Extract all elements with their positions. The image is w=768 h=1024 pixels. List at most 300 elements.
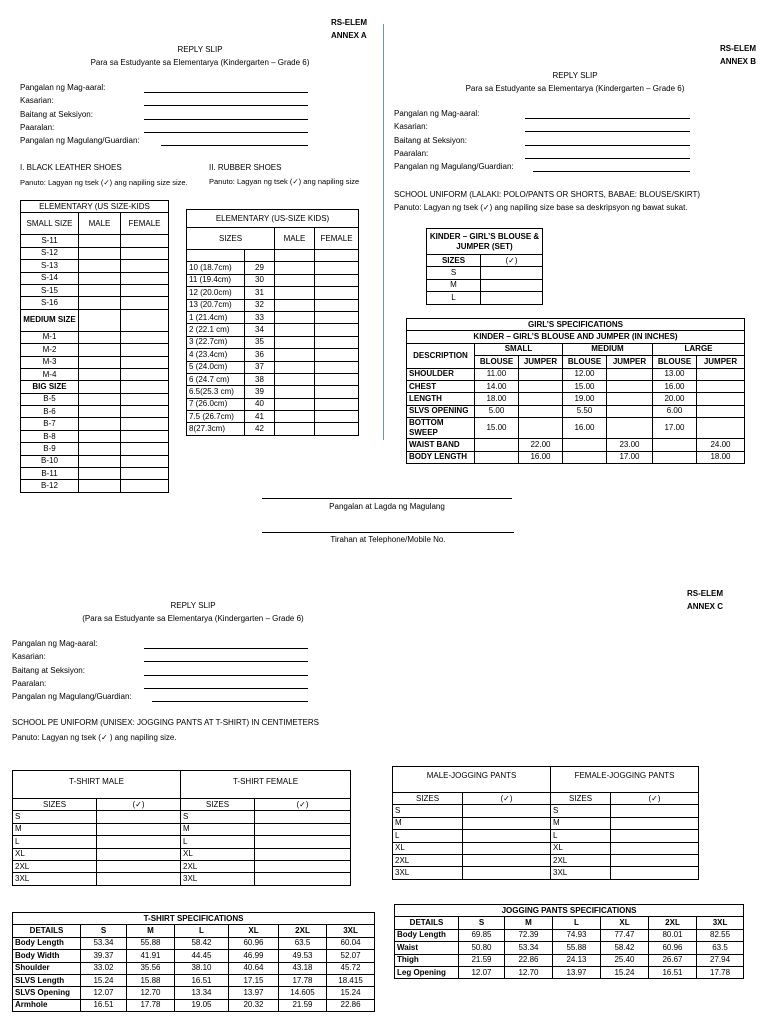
spec-value: 16.51 bbox=[649, 966, 697, 978]
check-cell[interactable] bbox=[611, 805, 699, 817]
male-check-cell[interactable] bbox=[275, 349, 315, 361]
kinder-check-cell[interactable] bbox=[481, 292, 543, 304]
check-cell[interactable] bbox=[611, 830, 699, 842]
spec-value: 19.05 bbox=[175, 999, 229, 1011]
table-row bbox=[393, 842, 699, 854]
check-cell[interactable] bbox=[611, 867, 699, 879]
table-row bbox=[395, 966, 744, 978]
annex-a-label: ANNEX A bbox=[331, 31, 367, 40]
spec-value: 38.10 bbox=[175, 962, 229, 974]
annex-c-title: REPLY SLIP bbox=[170, 601, 216, 610]
male-check-cell[interactable] bbox=[79, 247, 121, 259]
jogging-female-col-check: (✓) bbox=[611, 793, 699, 805]
girls-sub-blouse: BLOUSE bbox=[563, 356, 607, 368]
shoe-size: S-13 bbox=[21, 260, 79, 272]
spec-value: 24.13 bbox=[553, 954, 601, 966]
field-input-line[interactable] bbox=[525, 118, 690, 119]
spec-value: 16.00 bbox=[519, 451, 563, 463]
shoe-size: S-14 bbox=[21, 272, 79, 284]
pe-uniform-heading: SCHOOL PE UNIFORM (UNISEX: JOGGING PANTS AT T-SHIRT) IN CENTIMETERS bbox=[12, 718, 319, 727]
girls-sub-blouse: BLOUSE bbox=[475, 356, 519, 368]
size-label: 3XL bbox=[13, 873, 97, 885]
check-cell[interactable] bbox=[463, 842, 551, 854]
size-label: XL bbox=[551, 842, 611, 854]
spec-value: 5.50 bbox=[563, 405, 607, 417]
female-check-cell[interactable] bbox=[121, 443, 169, 455]
rubber-size: 5 (24.0cm) bbox=[187, 361, 245, 373]
table-row bbox=[187, 324, 359, 336]
size-label: XL bbox=[393, 842, 463, 854]
female-check-cell[interactable] bbox=[121, 331, 169, 343]
girls-sub-jumper: JUMPER bbox=[697, 356, 745, 368]
female-check-cell[interactable] bbox=[315, 336, 359, 348]
spec-detail: Body Length bbox=[13, 937, 81, 949]
table-row bbox=[187, 287, 359, 299]
rubber-eu-size: 35 bbox=[245, 336, 275, 348]
rubber-eu-size: 41 bbox=[245, 411, 275, 423]
table-row bbox=[407, 380, 745, 392]
female-check-cell[interactable] bbox=[315, 262, 359, 274]
rubber-size: 6.5(25.3 cm) bbox=[187, 386, 245, 398]
spec-value: 60.04 bbox=[327, 937, 375, 949]
size-label: S bbox=[181, 811, 255, 823]
column-header: L bbox=[553, 917, 601, 929]
spec-value bbox=[697, 405, 745, 417]
table-row bbox=[187, 423, 359, 435]
size-label: M bbox=[551, 817, 611, 829]
check-cell[interactable] bbox=[463, 805, 551, 817]
check-cell[interactable] bbox=[255, 836, 351, 848]
check-cell[interactable] bbox=[463, 817, 551, 829]
female-check-cell[interactable] bbox=[121, 418, 169, 430]
field-input-line[interactable] bbox=[144, 92, 308, 93]
table-row bbox=[13, 950, 375, 962]
table-row bbox=[13, 937, 375, 949]
table-row bbox=[395, 942, 744, 954]
check-cell[interactable] bbox=[463, 830, 551, 842]
spec-value: 12.70 bbox=[505, 966, 553, 978]
jogging-female-col-sizes: SIZES bbox=[551, 793, 611, 805]
rubber-eu-size: 40 bbox=[245, 398, 275, 410]
male-check-cell[interactable] bbox=[79, 468, 121, 480]
rubber-col-male: MALE bbox=[275, 228, 315, 250]
spec-value: 18.00 bbox=[697, 451, 745, 463]
table-row bbox=[13, 873, 351, 885]
female-check-cell[interactable] bbox=[121, 455, 169, 467]
female-check-cell[interactable] bbox=[121, 356, 169, 368]
male-check-cell[interactable] bbox=[275, 274, 315, 286]
spec-value: 13.97 bbox=[229, 987, 279, 999]
table-row bbox=[21, 247, 169, 259]
spec-value: 53.34 bbox=[505, 942, 553, 954]
field-input-line[interactable] bbox=[161, 145, 308, 146]
girls-group-large: LARGE bbox=[653, 343, 745, 355]
rubber-size: 11 (19.4cm) bbox=[187, 274, 245, 286]
male-check-cell[interactable] bbox=[79, 331, 121, 343]
female-check-cell[interactable] bbox=[121, 260, 169, 272]
size-label: 2XL bbox=[393, 854, 463, 866]
female-check-cell[interactable] bbox=[121, 284, 169, 296]
field-input-line[interactable] bbox=[144, 675, 308, 676]
field-label: Paaralan: bbox=[12, 678, 47, 688]
field-label: Pangalan ng Mag-aaral: bbox=[394, 109, 480, 118]
spec-value: 17.00 bbox=[607, 451, 653, 463]
male-check-cell[interactable] bbox=[275, 311, 315, 323]
rubber-eu-size: 38 bbox=[245, 373, 275, 385]
field-input-line[interactable] bbox=[525, 158, 690, 159]
kinder-col-sizes: SIZES bbox=[427, 255, 481, 267]
leather-col-female: FEMALE bbox=[121, 213, 169, 235]
table-row bbox=[187, 386, 359, 398]
table-row bbox=[21, 468, 169, 480]
spec-value: 40.64 bbox=[229, 962, 279, 974]
spec-description: WAIST BAND bbox=[407, 439, 475, 451]
tshirt-specs-title: T-SHIRT SPECIFICATIONS bbox=[13, 913, 375, 925]
spec-value bbox=[519, 380, 563, 392]
rubber-shoes-table bbox=[186, 209, 359, 436]
female-check-cell[interactable] bbox=[121, 309, 169, 331]
table-row bbox=[407, 439, 745, 451]
table-header-row bbox=[13, 925, 375, 937]
female-check-cell[interactable] bbox=[315, 423, 359, 435]
table-row bbox=[187, 373, 359, 385]
spec-value: 12.00 bbox=[563, 368, 607, 380]
male-check-cell[interactable] bbox=[275, 386, 315, 398]
female-check-cell[interactable] bbox=[315, 274, 359, 286]
rubber-eu-size: 31 bbox=[245, 287, 275, 299]
female-check-cell[interactable] bbox=[121, 368, 169, 380]
uniform-heading: SCHOOL UNIFORM (LALAKI: POLO/PANTS OR SHORTS, BABAE: BLOUSE/SKIRT) bbox=[394, 190, 700, 199]
spec-value: 12.07 bbox=[459, 966, 505, 978]
spec-value: 69.85 bbox=[459, 929, 505, 941]
check-cell[interactable] bbox=[255, 848, 351, 860]
check-cell[interactable] bbox=[255, 811, 351, 823]
female-check-cell[interactable] bbox=[315, 361, 359, 373]
table-row bbox=[21, 284, 169, 296]
male-check-cell[interactable] bbox=[275, 287, 315, 299]
field-input-line[interactable] bbox=[144, 119, 308, 120]
female-check-cell[interactable] bbox=[315, 386, 359, 398]
check-cell[interactable] bbox=[97, 836, 181, 848]
table-row bbox=[21, 480, 169, 492]
check-cell[interactable] bbox=[611, 842, 699, 854]
spec-value bbox=[475, 451, 519, 463]
spec-value bbox=[697, 380, 745, 392]
spec-value: 15.00 bbox=[563, 380, 607, 392]
male-check-cell[interactable] bbox=[275, 361, 315, 373]
jogging-specs-title: JOGGING PANTS SPECIFICATIONS bbox=[395, 905, 744, 917]
spec-value: 82.55 bbox=[697, 929, 744, 941]
field-input-line[interactable] bbox=[525, 145, 690, 146]
table-row bbox=[393, 817, 699, 829]
male-check-cell[interactable] bbox=[79, 284, 121, 296]
size-label: 2XL bbox=[551, 854, 611, 866]
table-row bbox=[13, 999, 375, 1011]
column-header: DETAILS bbox=[13, 925, 81, 937]
female-check-cell[interactable] bbox=[315, 373, 359, 385]
column-header: 3XL bbox=[697, 917, 744, 929]
shoe-size: B-6 bbox=[21, 406, 79, 418]
field-input-line[interactable] bbox=[533, 171, 690, 172]
male-check-cell[interactable] bbox=[275, 423, 315, 435]
spec-value: 16.51 bbox=[81, 999, 127, 1011]
column-header: DETAILS bbox=[395, 917, 459, 929]
male-check-cell[interactable] bbox=[79, 344, 121, 356]
field-input-line[interactable] bbox=[525, 131, 690, 132]
table-row bbox=[427, 267, 543, 279]
field-label: Kasarian: bbox=[12, 652, 46, 662]
male-check-cell[interactable] bbox=[275, 398, 315, 410]
male-check-cell[interactable] bbox=[275, 262, 315, 274]
field-label: Pangalan ng Magulang/Guardian: bbox=[20, 136, 140, 146]
check-cell[interactable] bbox=[255, 823, 351, 835]
female-check-cell[interactable] bbox=[121, 297, 169, 309]
female-check-cell[interactable] bbox=[315, 411, 359, 423]
field-input-line[interactable] bbox=[152, 701, 308, 702]
female-check-cell[interactable] bbox=[121, 480, 169, 492]
kinder-check-cell[interactable] bbox=[481, 279, 543, 291]
table-row bbox=[21, 272, 169, 284]
annex-c-code: RS-ELEM bbox=[687, 589, 723, 598]
field-input-line[interactable] bbox=[144, 648, 308, 649]
spec-description: SHOULDER bbox=[407, 368, 475, 380]
field-label: Paaralan: bbox=[394, 148, 429, 158]
annex-a-code: RS-ELEM bbox=[331, 18, 367, 27]
check-cell[interactable] bbox=[97, 873, 181, 885]
field-label: Pangalan ng Magulang/Guardian: bbox=[394, 162, 514, 172]
check-cell[interactable] bbox=[97, 823, 181, 835]
spec-value: 58.42 bbox=[601, 942, 649, 954]
male-check-cell[interactable] bbox=[79, 356, 121, 368]
jogging-size-table bbox=[392, 766, 699, 880]
spec-value bbox=[519, 405, 563, 417]
girls-group-small: SMALL bbox=[475, 343, 563, 355]
field-label: Paaralan: bbox=[20, 122, 55, 132]
male-check-cell[interactable] bbox=[79, 480, 121, 492]
spec-value: 63.5 bbox=[697, 942, 744, 954]
table-row bbox=[21, 443, 169, 455]
shoe-size: M-3 bbox=[21, 356, 79, 368]
check-cell[interactable] bbox=[97, 848, 181, 860]
column-header: 2XL bbox=[279, 925, 327, 937]
female-check-cell[interactable] bbox=[121, 381, 169, 393]
tshirt-female-title: T-SHIRT FEMALE bbox=[181, 771, 351, 793]
male-check-cell[interactable] bbox=[275, 324, 315, 336]
spec-value: 35.56 bbox=[127, 962, 175, 974]
size-label: M bbox=[13, 823, 97, 835]
check-cell[interactable] bbox=[255, 873, 351, 885]
size-label: M bbox=[181, 823, 255, 835]
spec-value: 17.15 bbox=[229, 974, 279, 986]
check-cell[interactable] bbox=[611, 854, 699, 866]
spec-value bbox=[653, 439, 697, 451]
spec-value: 60.96 bbox=[229, 937, 279, 949]
male-check-cell[interactable] bbox=[79, 260, 121, 272]
field-label: Baitang at Seksiyon: bbox=[12, 665, 85, 675]
table-row bbox=[393, 805, 699, 817]
male-check-cell[interactable] bbox=[275, 373, 315, 385]
table-row bbox=[393, 867, 699, 879]
spec-value: 14.00 bbox=[475, 380, 519, 392]
female-check-cell[interactable] bbox=[121, 468, 169, 480]
size-label: 3XL bbox=[181, 873, 255, 885]
spec-description: CHEST bbox=[407, 380, 475, 392]
rubber-size: 2 (22.1 cm) bbox=[187, 324, 245, 336]
spec-value: 13.34 bbox=[175, 987, 229, 999]
male-check-cell[interactable] bbox=[79, 430, 121, 442]
jogging-male-title: MALE-JOGGING PANTS bbox=[393, 767, 551, 785]
shoe-size: B-11 bbox=[21, 468, 79, 480]
spec-value bbox=[607, 405, 653, 417]
spec-value: 16.00 bbox=[563, 418, 607, 439]
size-label: XL bbox=[13, 848, 97, 860]
female-check-cell[interactable] bbox=[121, 406, 169, 418]
female-check-cell[interactable] bbox=[121, 272, 169, 284]
table-row bbox=[21, 331, 169, 343]
male-check-cell[interactable] bbox=[275, 336, 315, 348]
spec-detail: Shoulder bbox=[13, 962, 81, 974]
rubber-size: 1 (21.4cm) bbox=[187, 311, 245, 323]
jogging-specs-table bbox=[394, 904, 744, 979]
spec-value bbox=[519, 418, 563, 439]
female-check-cell[interactable] bbox=[315, 324, 359, 336]
tshirt-male-col-sizes: SIZES bbox=[13, 799, 97, 811]
table-row bbox=[187, 274, 359, 286]
rubber-eu-size: 42 bbox=[245, 423, 275, 435]
rubber-size: 10 (18.7cm) bbox=[187, 262, 245, 274]
female-check-cell[interactable] bbox=[315, 311, 359, 323]
female-check-cell[interactable] bbox=[315, 287, 359, 299]
female-check-cell[interactable] bbox=[315, 299, 359, 311]
table-row bbox=[395, 954, 744, 966]
column-header: S bbox=[459, 917, 505, 929]
tshirt-male-col-check: (✓) bbox=[97, 799, 181, 811]
spec-value: 26.67 bbox=[649, 954, 697, 966]
female-check-cell[interactable] bbox=[121, 235, 169, 247]
spec-value bbox=[519, 368, 563, 380]
male-check-cell[interactable] bbox=[79, 406, 121, 418]
shoe-size: S-11 bbox=[21, 235, 79, 247]
annex-b-label: ANNEX B bbox=[719, 57, 756, 66]
table-header-row bbox=[395, 917, 744, 929]
spec-value bbox=[697, 418, 745, 439]
shoe-size: M-1 bbox=[21, 331, 79, 343]
spec-value: 44.45 bbox=[175, 950, 229, 962]
size-label: S bbox=[13, 811, 97, 823]
leather-shoes-instruction: Panuto: Lagyan ng tsek (✓) ang napiling size size. bbox=[20, 178, 188, 187]
column-header: M bbox=[505, 917, 553, 929]
check-cell[interactable] bbox=[611, 817, 699, 829]
rubber-eu-size: 37 bbox=[245, 361, 275, 373]
spec-value bbox=[607, 368, 653, 380]
table-row bbox=[407, 405, 745, 417]
female-check-cell[interactable] bbox=[315, 349, 359, 361]
male-check-cell[interactable] bbox=[79, 309, 121, 331]
address-line[interactable] bbox=[262, 532, 514, 533]
male-check-cell[interactable] bbox=[79, 418, 121, 430]
male-check-cell[interactable] bbox=[79, 381, 121, 393]
male-check-cell[interactable] bbox=[79, 443, 121, 455]
column-header: 3XL bbox=[327, 925, 375, 937]
girls-specs-table bbox=[406, 318, 745, 464]
field-input-line[interactable] bbox=[144, 688, 308, 689]
table-row bbox=[21, 309, 169, 331]
female-check-cell[interactable] bbox=[121, 247, 169, 259]
parent-signature-label: Pangalan at Lagda ng Magulang bbox=[329, 502, 445, 511]
field-label: Pangalan ng Mag-aaral: bbox=[12, 639, 98, 648]
spec-value: 17.78 bbox=[127, 999, 175, 1011]
male-check-cell[interactable] bbox=[79, 393, 121, 405]
male-check-cell[interactable] bbox=[79, 235, 121, 247]
check-cell[interactable] bbox=[463, 867, 551, 879]
uniform-instruction: Panuto: Lagyan ng tsek (✓) ang napiling size base sa deskripsyon ng bawat sukat. bbox=[394, 203, 688, 212]
check-cell[interactable] bbox=[97, 860, 181, 872]
table-row bbox=[21, 235, 169, 247]
spec-value: 16.00 bbox=[653, 380, 697, 392]
table-row bbox=[427, 292, 543, 304]
table-row bbox=[395, 929, 744, 941]
field-input-line[interactable] bbox=[144, 105, 308, 106]
table-row bbox=[21, 356, 169, 368]
spec-value: 18.00 bbox=[475, 393, 519, 405]
table-row bbox=[21, 430, 169, 442]
spec-value bbox=[607, 418, 653, 439]
girls-group-medium: MEDIUM bbox=[563, 343, 653, 355]
annex-c-label: ANNEX C bbox=[687, 602, 724, 611]
female-check-cell[interactable] bbox=[121, 393, 169, 405]
check-cell[interactable] bbox=[463, 854, 551, 866]
male-check-cell[interactable] bbox=[79, 455, 121, 467]
spec-value: 60.96 bbox=[649, 942, 697, 954]
male-check-cell[interactable] bbox=[79, 368, 121, 380]
female-check-cell[interactable] bbox=[121, 430, 169, 442]
kinder-set-table bbox=[426, 228, 543, 305]
male-check-cell[interactable] bbox=[79, 297, 121, 309]
size-label: M bbox=[393, 817, 463, 829]
size-label: S bbox=[551, 805, 611, 817]
table-row bbox=[13, 987, 375, 999]
check-cell[interactable] bbox=[97, 811, 181, 823]
rubber-size: 4 (23.4cm) bbox=[187, 349, 245, 361]
male-check-cell[interactable] bbox=[79, 272, 121, 284]
spec-value: 46.99 bbox=[229, 950, 279, 962]
female-check-cell[interactable] bbox=[121, 344, 169, 356]
annex-b-subtitle: Para sa Estudyante sa Elementarya (Kindergarten – Grade 6) bbox=[465, 84, 685, 93]
field-label: Pangalan ng Mag-aaral: bbox=[20, 83, 106, 92]
kinder-check-cell[interactable] bbox=[481, 267, 543, 279]
leather-col-male: MALE bbox=[79, 213, 121, 235]
male-check-cell[interactable] bbox=[275, 411, 315, 423]
field-input-line[interactable] bbox=[144, 661, 308, 662]
spec-detail: Armhole bbox=[13, 999, 81, 1011]
parent-signature-line[interactable] bbox=[262, 498, 512, 499]
table-row bbox=[21, 455, 169, 467]
spec-detail: Body Width bbox=[13, 950, 81, 962]
size-label: L bbox=[13, 836, 97, 848]
check-cell[interactable] bbox=[255, 860, 351, 872]
male-check-cell[interactable] bbox=[275, 299, 315, 311]
kinder-size: M bbox=[427, 279, 481, 291]
table-row bbox=[21, 297, 169, 309]
spec-value: 15.24 bbox=[327, 987, 375, 999]
shoe-size: B-7 bbox=[21, 418, 79, 430]
field-input-line[interactable] bbox=[144, 132, 308, 133]
spec-value: 27.94 bbox=[697, 954, 744, 966]
spec-value: 58.42 bbox=[175, 937, 229, 949]
shoe-size: BIG SIZE bbox=[21, 381, 79, 393]
female-check-cell[interactable] bbox=[315, 398, 359, 410]
spec-value: 23.00 bbox=[607, 439, 653, 451]
